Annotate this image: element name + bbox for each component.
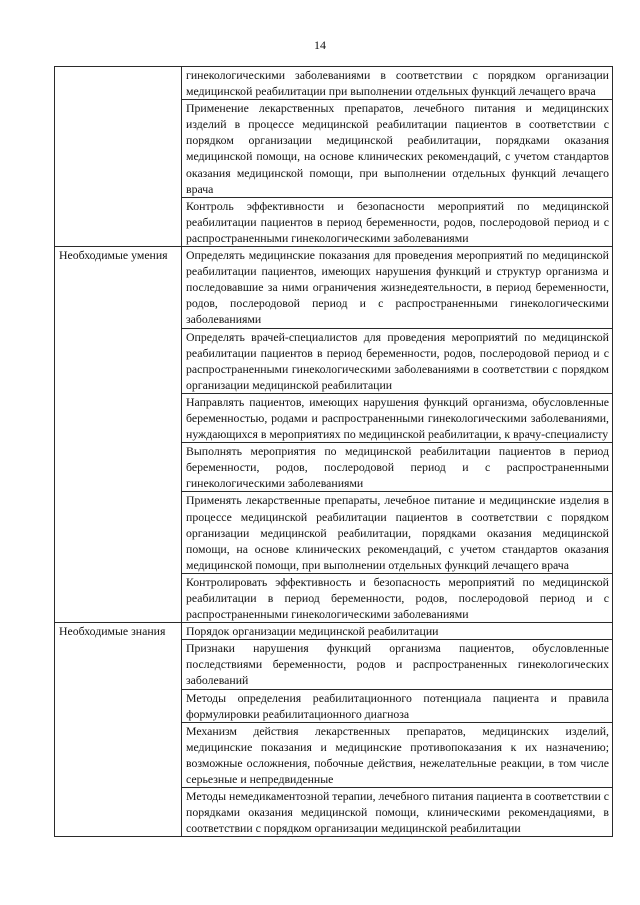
table-cell: Методы немедикаментозной терапии, лечебного питания пациента в соответствии с порядками оказания медицинской помощи, клиническими рекомендациями, в соответствии с порядком организации медицинской реабилитации: [182, 788, 613, 837]
page-number: 14: [314, 38, 326, 52]
table-cell: Порядок организации медицинской реабилитации: [182, 623, 613, 640]
table-row: [55, 623, 613, 640]
table-cell: Применение лекарственных препаратов, лечебного питания и медицинских изделий в процессе медицинской реабилитации пациентов в соответствии с порядком организации медицинской реабилитации, порядками оказания медицинской помощи, на основе клинических рекомендаций, с учетом стандартов оказания медицинской помощи, при выполнении отдельных функций лечащего врача: [182, 100, 613, 198]
table-cell: Контроль эффективности и безопасности мероприятий по медицинской реабилитации пациентов в период беременности, родов, послеродовой период и с распространенными гинекологическими заболеваниями: [182, 197, 613, 246]
section-label-knowledge: Необходимые знания: [55, 623, 182, 837]
table-row: [55, 247, 613, 328]
table-cell: Контролировать эффективность и безопасность мероприятий по медицинской реабилитации в период беременности, родов, послеродовой период и с распространенными гинекологическими заболеваниями: [182, 573, 613, 622]
table-cell: Механизм действия лекарственных препаратов, медицинских изделий, медицинские показания и медицинские противопоказания к их назначению; возможные осложнения, побочные действия, нежелательные реакции, в том числе серьезные и непредвиденные: [182, 722, 613, 787]
table-cell: Выполнять мероприятия по медицинской реабилитации пациентов в период беременности, родов, послеродовой период и с распространенными гинекологическими заболеваниями: [182, 443, 613, 492]
table-cell: Определять врачей-специалистов для проведения мероприятий по медицинской реабилитации пациентов в период беременности, родов, послеродовой период и с распространенными гинекологическими заболеваниями в соответствии с порядком организации медицинской реабилитации: [182, 328, 613, 393]
competency-table: [54, 66, 613, 837]
table-row: [55, 67, 613, 100]
table-cell: Направлять пациентов, имеющих нарушения функций организма, обусловленные беременностью, родами и распространенными гинекологическими заболеваниями, нуждающихся в мероприятиях по медицинской реабилитации, к врачу-специалисту: [182, 393, 613, 442]
table-cell: Методы определения реабилитационного потенциала пациента и правила формулировки реабилитационного диагноза: [182, 689, 613, 722]
section-label-skills: Необходимые умения: [55, 247, 182, 623]
table-cell: Признаки нарушения функций организма пациентов, обусловленные последствиями беременности, родов и распространенных гинекологических заболеваний: [182, 640, 613, 689]
table-cell: Определять медицинские показания для проведения мероприятий по медицинской реабилитации пациентов, имеющих нарушения функций и структур организма и последовавшие за ними ограничения жизнедеятельности, в период беременности, родов, послеродовой период и с распространенными гинекологическими заболеваниями: [182, 247, 613, 328]
table-cell: Применять лекарственные препараты, лечебное питание и медицинские изделия в процессе медицинской реабилитации пациентов в соответствии с порядком организации медицинской реабилитации, порядками оказания медицинской помощи, на основе клинических рекомендаций, с учетом стандартов оказания медицинской помощи, при выполнении отдельных функций лечащего врача: [182, 492, 613, 573]
table-cell: гинекологическими заболеваниями в соответствии с порядком организации медицинской реабилитации при выполнении отдельных функций лечащего врача: [182, 67, 613, 100]
section-label: [55, 67, 182, 247]
